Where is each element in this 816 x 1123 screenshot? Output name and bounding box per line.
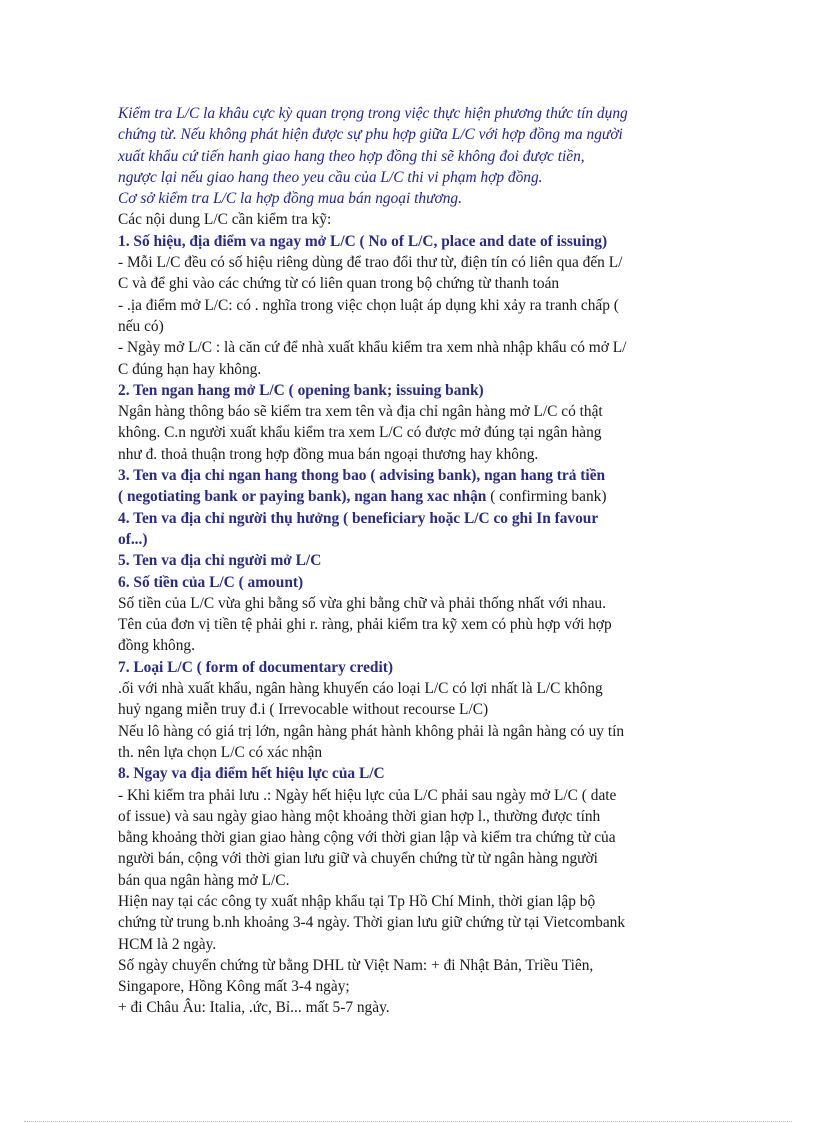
section-text: người bán, cộng với thời gian lưu giữ và chuyển chứng từ từ ngân hàng người	[118, 850, 598, 868]
section-text: Số ngày chuyển chứng từ bằng DHL từ Việt Nam: + đi Nhật Bản, Triều Tiên,	[118, 956, 594, 974]
intro-line: ngược lại nếu giao hang theo yeu cầu của L/C thi vi phạm hợp đồng.	[118, 168, 543, 186]
section-heading: 7. Loại L/C ( form of documentary credit)	[118, 658, 393, 676]
section-text: đồng không.	[118, 637, 195, 655]
section-heading: 6. Số tiền của L/C ( amount)	[118, 573, 304, 591]
section-heading: 4. Ten va địa chỉ người thụ hưởng ( beneficiary hoặc L/C co ghi In favour	[118, 509, 599, 527]
section-heading-plain-part: ( confirming bank)	[486, 488, 607, 506]
intro-line: Kiểm tra L/C la khâu cực kỳ quan trọng trong việc thực hiện phương thức tín dụng	[118, 105, 628, 122]
section-text: Ngân hàng thông báo sẽ kiểm tra xem tên và địa chỉ ngân hàng mở L/C có thật	[118, 403, 603, 421]
intro-line: chứng từ. Nếu không phát hiện được sự phu hợp giữa L/C với hợp đồng ma người	[118, 126, 623, 144]
section-text: .ối với nhà xuất khẩu, ngân hàng khuyến cáo loại L/C có lợi nhất là L/C không	[118, 680, 603, 698]
section-text: bán qua ngân hàng mở L/C.	[118, 871, 290, 889]
section-heading: 5. Ten va địa chỉ người mở L/C	[118, 552, 322, 570]
section-text: chứng từ trung b.nh khoảng 3-4 ngày. Thời gian lưu giữ chứng từ tại Vietcombank	[118, 914, 626, 932]
lead-text: Các nội dung L/C cần kiểm tra kỹ:	[118, 211, 332, 229]
section-heading: of...)	[118, 530, 148, 548]
section-text: + đi Châu Âu: Italia, .ức, Bỉ... mất 5-7 ngày.	[118, 999, 390, 1017]
section-heading: 2. Ten ngan hang mở L/C ( opening bank; issuing bank)	[118, 381, 484, 399]
intro-paragraph	[118, 103, 700, 209]
section-text: HCM là 2 ngày.	[118, 935, 217, 953]
section-heading-bold-part: ( negotiating bank or paying bank), ngan hang xac nhận	[118, 488, 487, 506]
section-text: không. C.n người xuất khẩu kiểm tra xem L/C có được mở đúng tại ngân hàng	[118, 424, 602, 442]
section-heading: 3. Ten va địa chỉ ngan hang thong bao ( advising bank), ngan hang trả tiền	[118, 467, 606, 485]
page-bottom-divider	[24, 1121, 792, 1122]
section-text: như đ. thoả thuận trong hợp đồng mua bán ngoại thương hay không.	[118, 445, 539, 463]
section-text: of issue) và sau ngày giao hàng một khoảng thời gian hợp l., thường được tính	[118, 807, 601, 825]
section-text: Nếu lô hàng có giá trị lớn, ngân hàng phát hành không phải là ngân hàng có uy tín	[118, 722, 625, 740]
section-text: - Mỗi L/C đều có số hiệu riêng dùng để trao đổi thư từ, điện tín có liên qua đến L/	[118, 254, 623, 272]
section-heading: 8. Ngay va địa điểm hết hiệu lực của L/C	[118, 765, 385, 783]
section-text: - Ngày mở L/C : là căn cứ để nhà xuất khẩu kiểm tra xem nhà nhập khẩu có mở L/	[118, 339, 627, 357]
section-text: bằng khoảng thời gian giao hàng cộng với thời gian lập và kiểm tra chứng từ của	[118, 829, 616, 847]
intro-line: xuất khẩu cứ tiến hanh giao hang theo hợp đồng thi sẽ không đoi được tiền,	[118, 147, 585, 165]
section-text: Hiện nay tại các công ty xuất nhập khẩu tại Tp Hồ Chí Minh, thời gian lập bộ	[118, 892, 596, 910]
section-text: - Khi kiểm tra phải lưu .: Ngày hết hiệu lực của L/C phải sau ngày mở L/C ( date	[118, 786, 617, 804]
intro-line: Cơ sở kiểm tra L/C la hợp đồng mua bán ngoại thương.	[118, 190, 462, 208]
section-text: C và để ghi vào các chứng từ có liên quan trong bộ chứng từ thanh toán	[118, 275, 560, 293]
section-text: th. nên lựa chọn L/C có xác nhận	[118, 743, 323, 761]
section-text: Tên của đơn vị tiền tệ phải ghi r. ràng, phải kiểm tra kỹ xem có phù hợp với hợp	[118, 616, 612, 634]
section-text: huỷ ngang miễn truy đ.i ( Irrevocable without recourse L/C)	[118, 701, 489, 719]
document-body	[118, 103, 700, 1019]
section-heading-continued	[118, 486, 700, 507]
section-heading: 1. Số hiệu, địa điểm va ngay mở L/C ( No of L/C, place and date of issuing)	[118, 232, 608, 250]
section-text: C đúng hạn hay không.	[118, 360, 262, 378]
section-text: Số tiền của L/C vừa ghi bằng số vừa ghi bằng chữ và phải thống nhất với nhau.	[118, 594, 606, 612]
section-text: nếu có)	[118, 317, 164, 335]
section-text: Singapore, Hồng Kông mất 3-4 ngày;	[118, 978, 350, 996]
section-text: - .ịa điểm mở L/C: có . nghĩa trong việc chọn luật áp dụng khi xảy ra tranh chấp (	[118, 296, 619, 314]
